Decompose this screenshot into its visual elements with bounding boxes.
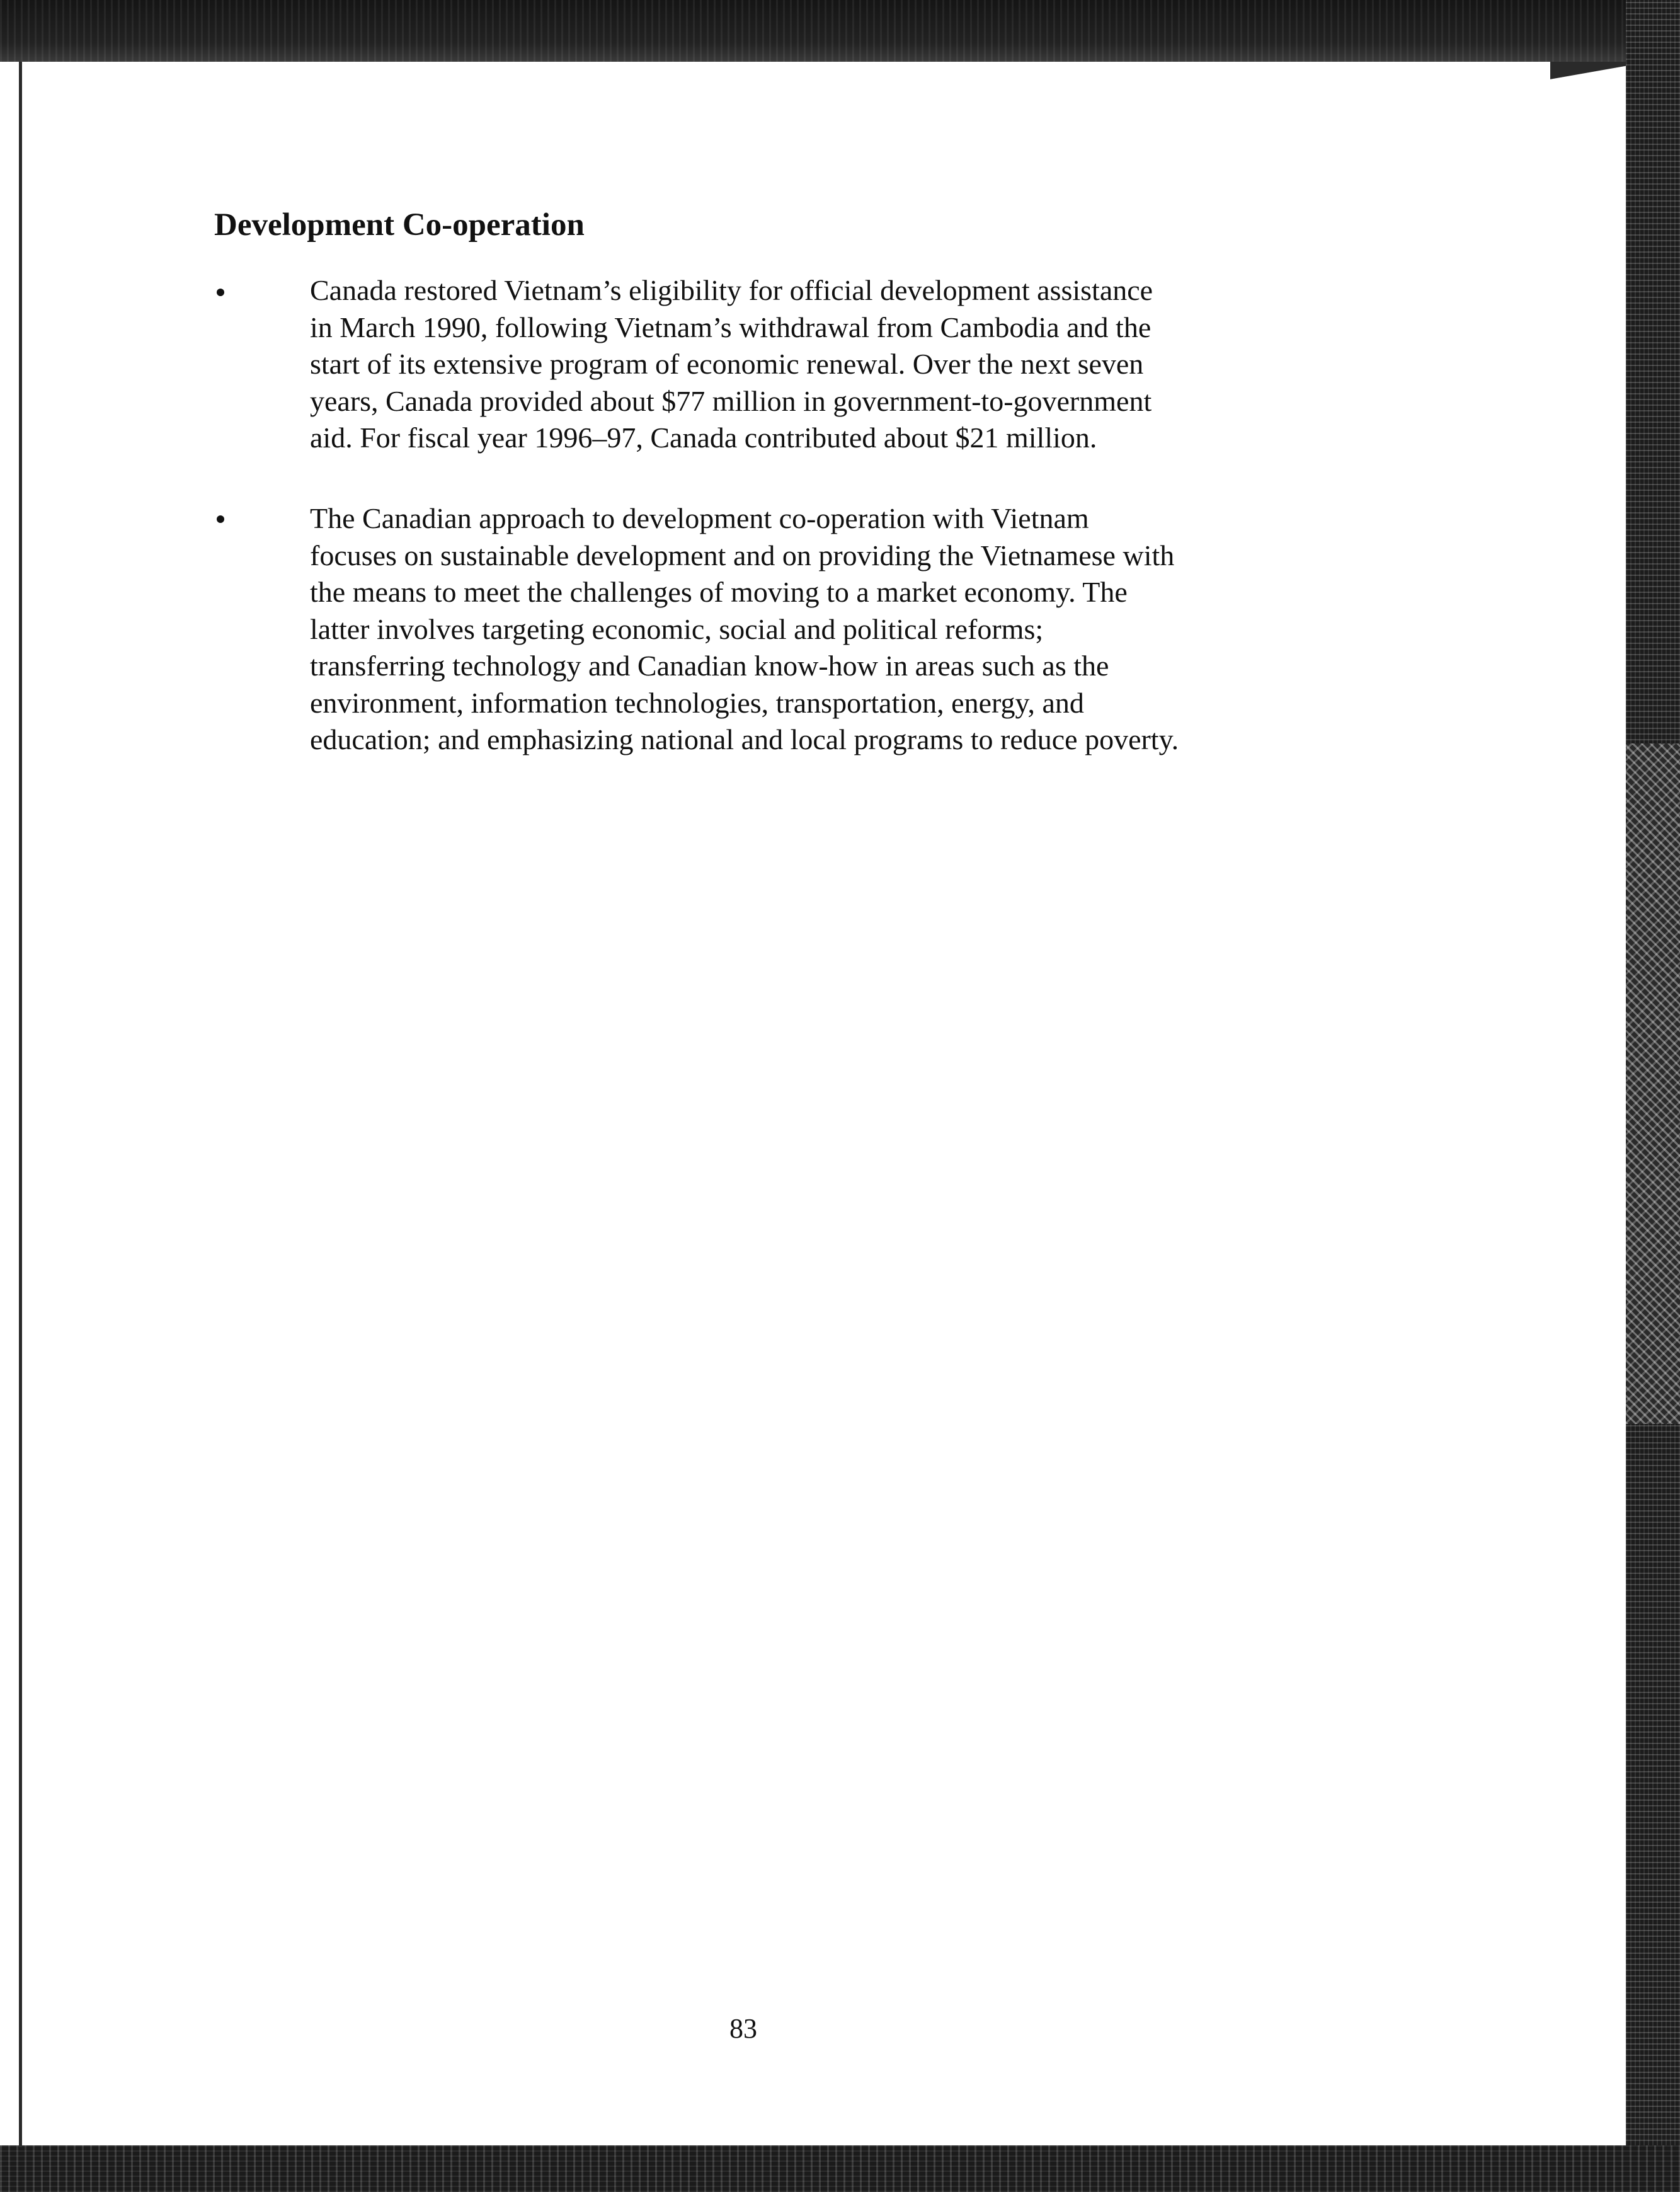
- paragraph-line: focuses on sustainable development and on providing the Vietnamese with: [310, 539, 1175, 571]
- paragraph-line: the means to meet the challenges of moving to a market economy. The: [310, 576, 1128, 608]
- paragraph-line: The Canadian approach to development co-operation with Vietnam: [310, 502, 1089, 534]
- bullet-dot-icon: [217, 515, 224, 523]
- paragraph-line: years, Canada provided about $77 million in government-to-government: [310, 384, 1152, 417]
- paragraph-line: environment, information technologies, transportation, energy, and: [310, 686, 1084, 719]
- bullet-paragraph: [310, 272, 1280, 457]
- bullet-paragraph: [310, 500, 1280, 759]
- paragraph-line: Canada restored Vietnam’s eligibility for official development assistance: [310, 274, 1153, 306]
- page-number: 83: [729, 2013, 757, 2044]
- paragraph-line: transferring technology and Canadian know-how in areas such as the: [310, 650, 1109, 682]
- paragraph-line: start of its extensive program of economic renewal. Over the next seven: [310, 348, 1144, 380]
- paragraph-line: latter involves targeting economic, social and political reforms;: [310, 612, 1044, 645]
- section-heading: Development Co-operation: [214, 207, 585, 243]
- paragraph-line: education; and emphasizing national and local programs to reduce poverty.: [310, 723, 1179, 755]
- bullet-dot-icon: [217, 289, 224, 296]
- paragraph-line: aid. For fiscal year 1996–97, Canada contributed about $21 million.: [310, 422, 1097, 454]
- paragraph-line: in March 1990, following Vietnam’s withdrawal from Cambodia and the: [310, 311, 1151, 343]
